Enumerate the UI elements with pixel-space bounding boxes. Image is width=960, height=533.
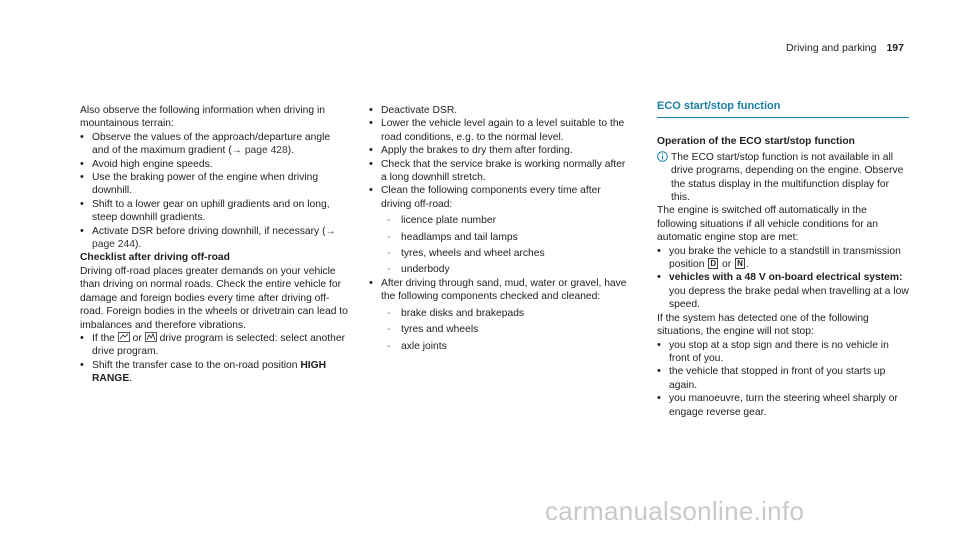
page-link[interactable]: → page 244 — [92, 225, 336, 251]
list-item: • Avoid high engine speeds. — [80, 158, 348, 171]
list-item: • Apply the brakes to dry them after fording. — [369, 144, 631, 157]
list-item: - headlamps and tail lamps — [381, 231, 631, 244]
list-item: • you brake the vehicle to a standstill in transmission position D or N . — [657, 245, 909, 272]
subsection-heading: Operation of the ECO start/stop function — [657, 136, 855, 148]
list-item: - axle joints — [381, 340, 631, 353]
list-item: • If the or drive program is selected: select another drive program. — [80, 332, 348, 359]
gear-d-symbol: D — [710, 259, 717, 269]
list-item: • Observe the values of the approach/departure angle and of the maximum gradient (→ page 428). — [80, 131, 348, 158]
list-item: • you stop at a stop sign and there is no vehicle in front of you. — [657, 339, 909, 366]
column-3 — [657, 100, 909, 419]
auto-stop-list — [657, 245, 909, 312]
list-item: • Activate DSR before driving downhill, if necessary (→ page 244). — [80, 225, 348, 252]
checklist-bullet-list — [80, 332, 348, 386]
list-item: • After driving through sand, mud, water or gravel, have the following components checked and cleaned: - brake disks and brakepads - tyres and wheels - axle joints — [369, 277, 631, 353]
section-heading: ECO start/stop function — [657, 100, 909, 118]
page-number: 197 — [886, 42, 904, 54]
after-offroad-list — [369, 104, 631, 353]
info-icon — [657, 151, 668, 166]
list-item: • vehicles with a 48 V on-board electrical system: you depress the brake pedal when travelling at a low speed. — [657, 271, 909, 311]
column-1 — [80, 104, 348, 386]
list-item: • Check that the service brake is working normally after a long downhill stretch. — [369, 158, 631, 185]
info-note: The ECO start/stop function is not available in all drive programs, depending on the engine. Observe the status display in the multifunction display for this. — [657, 151, 909, 205]
list-item: • Deactivate DSR. — [369, 104, 631, 117]
rock-drive-program-icon — [145, 332, 157, 342]
auto-stop-text: The engine is switched off automatically in the following situations if all vehicle conditions for an automatic engine stop are met: — [657, 205, 878, 244]
list-item: • the vehicle that stopped in front of you starts up again. — [657, 365, 909, 392]
list-item: • Shift to a lower gear on uphill gradients and on long, steep downhill gradients. — [80, 198, 348, 225]
list-item: • you manoeuvre, turn the steering wheel sharply or engage reverse gear. — [657, 392, 909, 419]
page-header — [786, 42, 904, 55]
list-item: • Shift the transfer case to the on-road position HIGH RANGE. — [80, 359, 348, 386]
column-2 — [369, 104, 631, 353]
list-item: - underbody — [381, 263, 631, 276]
list-item: • Use the braking power of the engine when driving downhill. — [80, 171, 348, 198]
watermark: carmanualsonline.info — [545, 496, 805, 526]
checklist-text: Driving off-road places greater demands on your vehicle than driving on normal roads. Check the entire vehicle for damage and foreign bodies every time after driving off-road. Foreign bodies in the wheels or drivetrain can lead to imbalances and therefore vibrations. — [80, 265, 348, 331]
offroad-drive-program-icon — [118, 332, 130, 342]
intro-text: Also observe the following information when driving in mountainous terrain: — [80, 105, 325, 130]
list-item: - licence plate number — [381, 214, 631, 227]
mountain-bullet-list — [80, 131, 348, 252]
list-item: • Lower the vehicle level again to a level suitable to the road conditions, e.g. to the normal level. — [369, 117, 631, 144]
list-item: - tyres and wheels — [381, 323, 631, 336]
checklist-heading: Checklist after driving off-road — [80, 252, 230, 264]
gear-n-symbol: N — [737, 259, 743, 269]
section-title: Driving and parking — [786, 42, 877, 54]
list-item: • Clean the following components every time after driving off-road: - licence plate number - headlamps and tail lamps - tyres, wheels and wheel arches - underbody — [369, 184, 631, 276]
check-components-list — [381, 307, 631, 353]
no-stop-list — [657, 339, 909, 419]
page-link[interactable]: → page 428 — [231, 145, 288, 157]
clean-components-list — [381, 214, 631, 277]
list-item: - brake disks and brakepads — [381, 307, 631, 320]
list-item: - tyres, wheels and wheel arches — [381, 247, 631, 260]
no-stop-text: If the system has detected one of the following situations, the engine will not stop: — [657, 312, 869, 338]
